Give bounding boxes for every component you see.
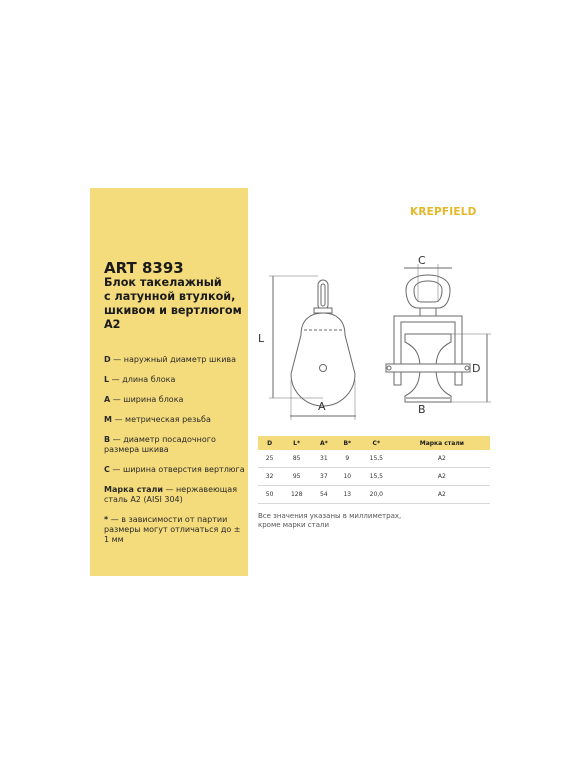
legend-key: C (104, 465, 110, 474)
legend-key: Марка стали (104, 485, 163, 494)
legend-text: — ширина отверстия вертлюга (109, 465, 245, 474)
table-cell: A2 (394, 450, 490, 468)
table-cell: 54 (312, 486, 336, 504)
table-row (258, 486, 490, 504)
legend-key: A (104, 395, 111, 404)
table-row (258, 450, 490, 468)
table-cell: A2 (394, 468, 490, 486)
dimension-label-l: L (258, 332, 265, 345)
table-cell: 15,5 (359, 468, 394, 486)
title-line: с латунной втулкой, (104, 290, 236, 303)
legend-text: — наружный диаметр шкива (110, 355, 237, 364)
note-line: кроме марки стали (258, 521, 330, 529)
dimension-label-a: A (318, 400, 326, 413)
table-cell: 32 (258, 468, 281, 486)
legend-key: * (104, 515, 109, 524)
table-cell: 9 (336, 450, 359, 468)
table-row (258, 468, 490, 486)
table-header-cell: Марка стали (394, 436, 490, 450)
table-header-cell: A* (312, 436, 336, 450)
table-cell: 31 (312, 450, 336, 468)
brand-logo: KREPFIELD (410, 206, 477, 218)
legend-text: — метрическая резьба (111, 415, 211, 424)
legend-key: L (104, 375, 110, 384)
legend-item (104, 435, 246, 455)
title-line: Блок такелажный (104, 276, 222, 289)
legend (104, 355, 246, 555)
table-cell: A2 (394, 486, 490, 504)
title-line: A2 (104, 318, 121, 331)
dimension-label-d: D (472, 362, 481, 375)
legend-key: M (104, 415, 112, 424)
legend-item (104, 515, 246, 545)
legend-item (104, 375, 246, 385)
legend-text: — ширина блока (110, 395, 184, 404)
dimension-label-b: B (418, 403, 426, 416)
side-view (269, 276, 356, 420)
units-note (258, 512, 458, 530)
table-cell: 50 (258, 486, 281, 504)
table-cell: 128 (281, 486, 312, 504)
table-header-row (258, 436, 490, 450)
legend-item (104, 465, 246, 475)
table-cell: 85 (281, 450, 312, 468)
note-line: Все значения указаны в миллиметрах, (258, 512, 402, 520)
table-header-cell: C* (359, 436, 394, 450)
table-cell: 20,0 (359, 486, 394, 504)
legend-text: — в зависимости от партии размеры могут отличаться до ± 1 мм (104, 515, 241, 544)
legend-text: — диаметр посадочного размера шкива (104, 435, 216, 454)
front-view (386, 264, 491, 402)
legend-item (104, 485, 246, 505)
legend-text: — длина блока (109, 375, 176, 384)
title-line: шкивом и вертлюгом (104, 304, 242, 317)
legend-key: B (104, 435, 111, 444)
table-cell: 25 (258, 450, 281, 468)
legend-item (104, 415, 246, 425)
table-header-cell: D (258, 436, 281, 450)
legend-item (104, 355, 246, 365)
spec-table (258, 436, 490, 504)
table-cell: 10 (336, 468, 359, 486)
table-header-cell: L* (281, 436, 312, 450)
dimension-label-c: C (418, 254, 426, 267)
table-cell: 95 (281, 468, 312, 486)
legend-text: — нержавеющая сталь A2 (AISI 304) (104, 485, 237, 504)
technical-drawing (256, 250, 496, 430)
article-number: ART 8393 (104, 259, 184, 277)
legend-item (104, 395, 246, 405)
table-cell: 15,5 (359, 450, 394, 468)
product-title (104, 276, 246, 332)
table-cell: 13 (336, 486, 359, 504)
table-header-cell: B* (336, 436, 359, 450)
legend-key: D (104, 355, 111, 364)
table-cell: 37 (312, 468, 336, 486)
